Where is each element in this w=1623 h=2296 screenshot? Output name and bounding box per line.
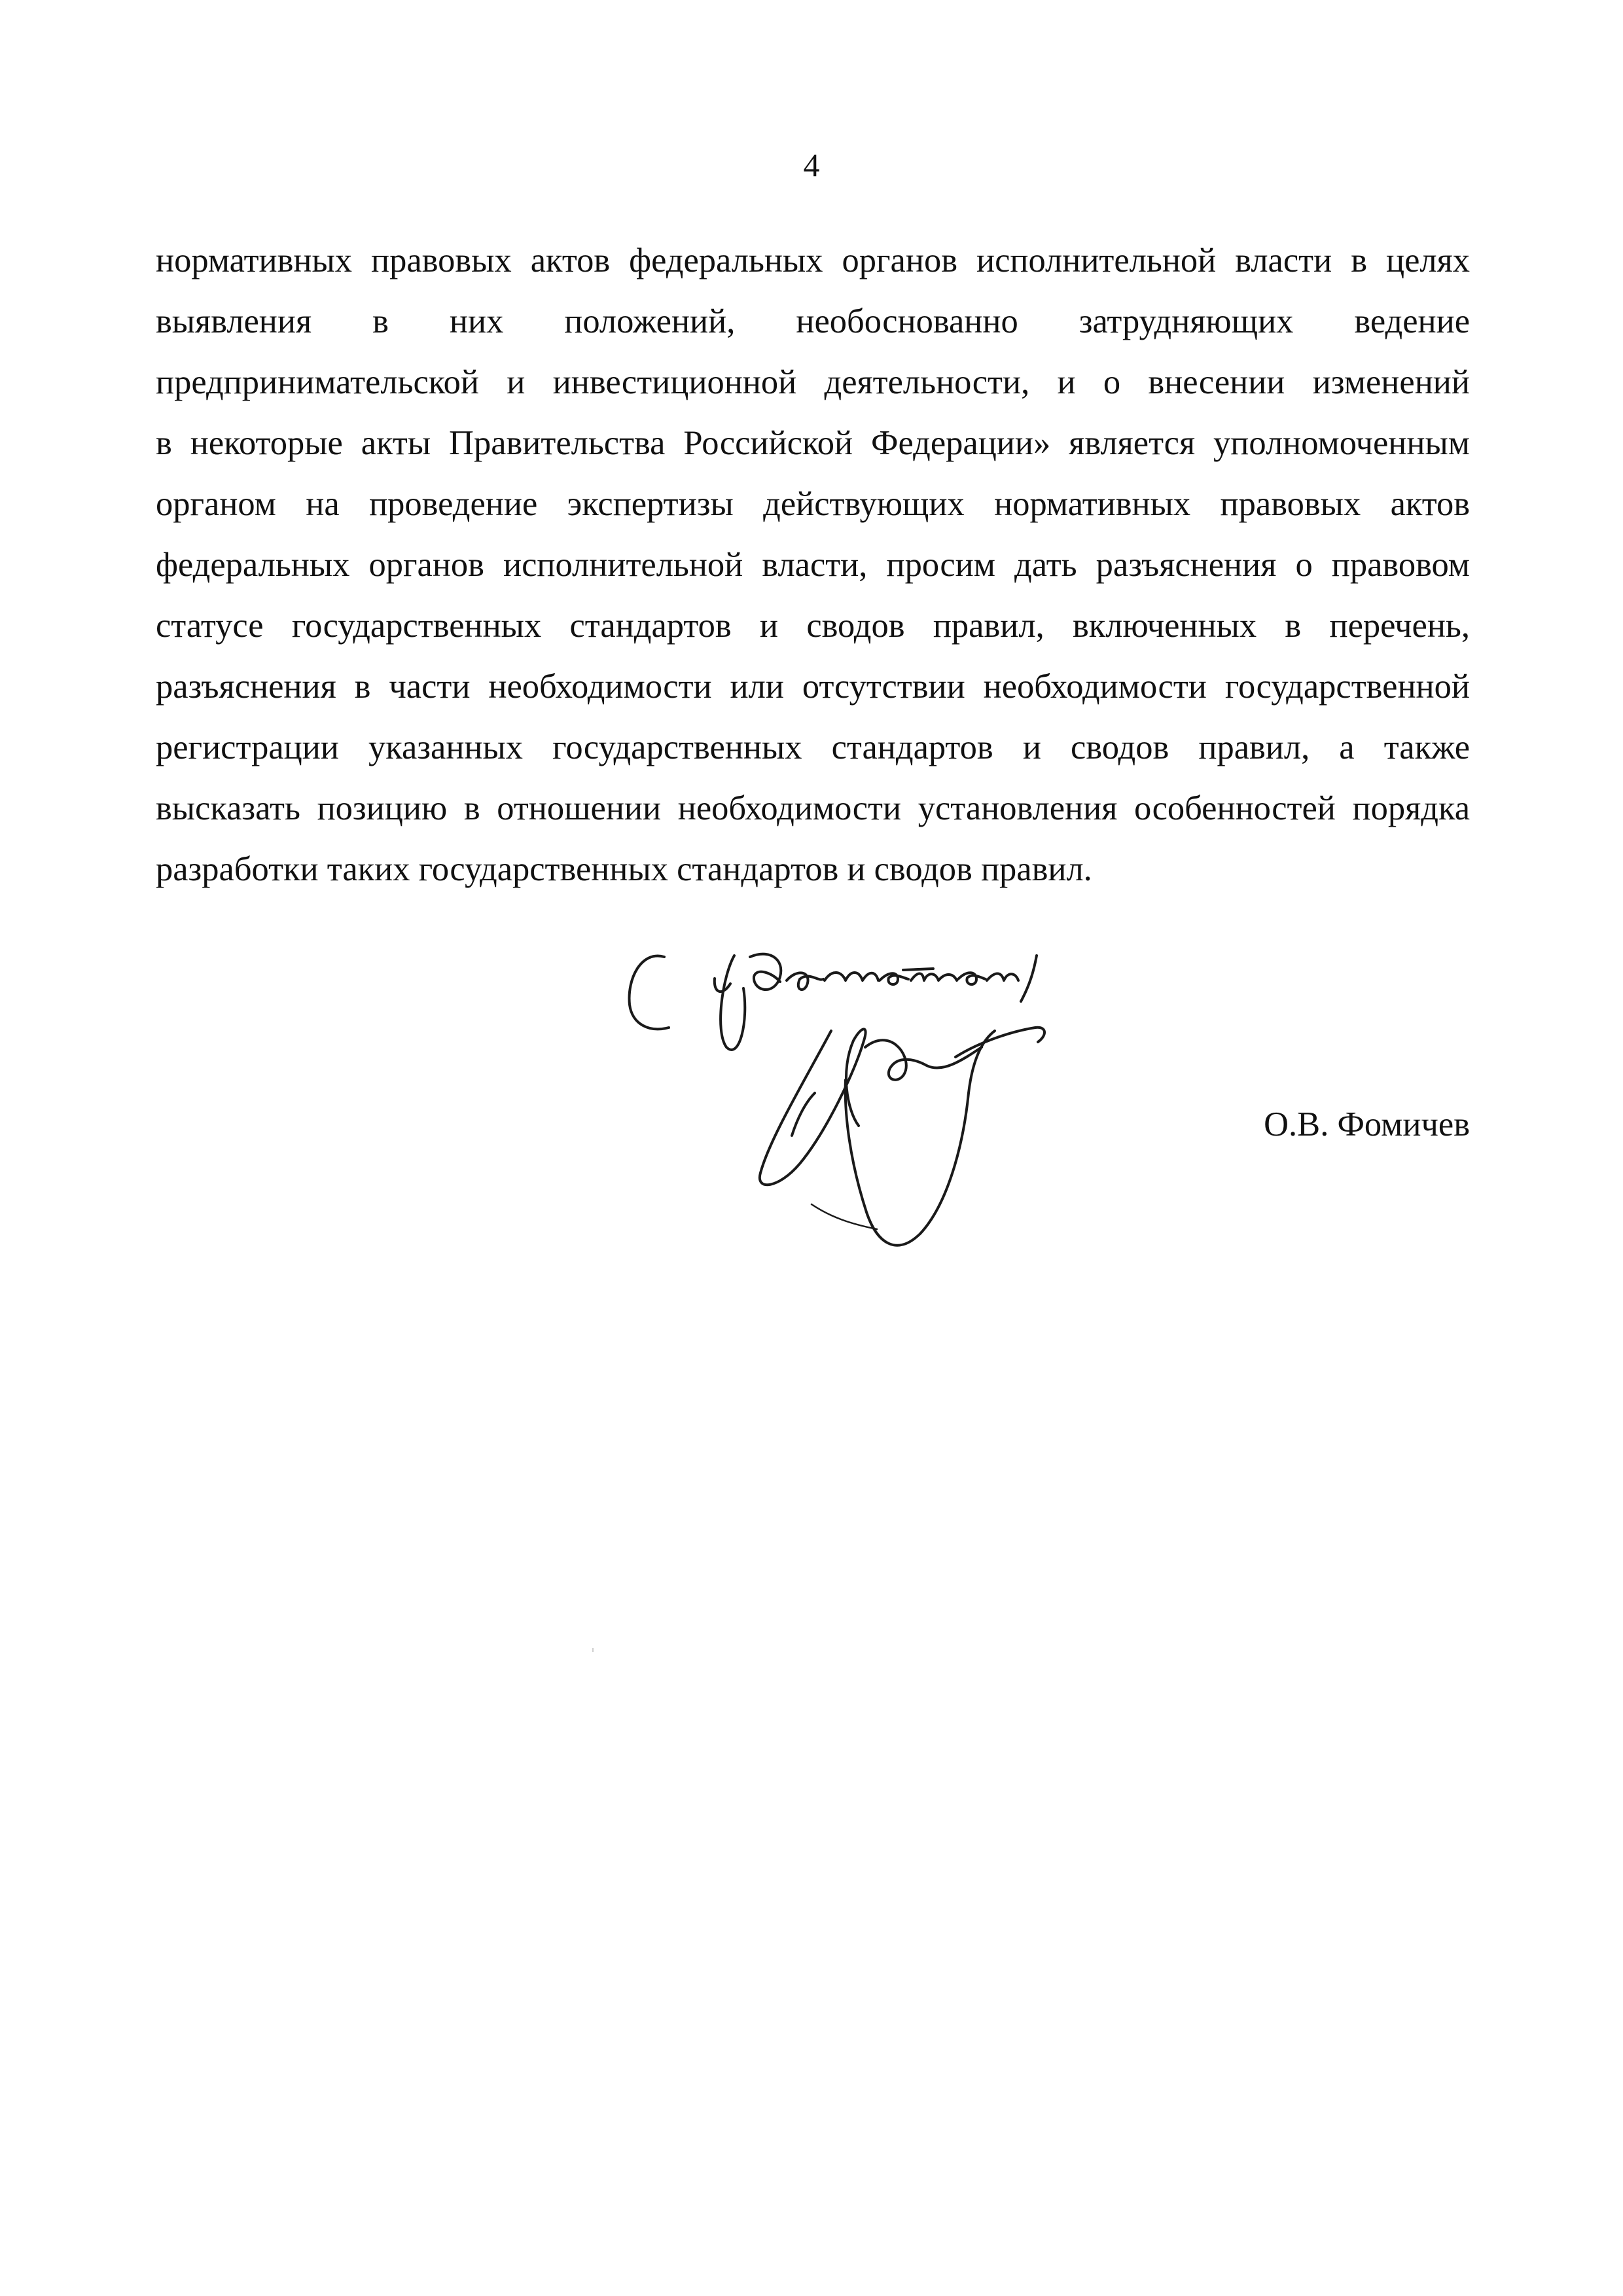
body-line-5: органом на проведение экспертизы действующих нормативных правовых актов [156,485,1470,523]
letter-body [156,230,1470,900]
body-line-10: высказать позицию в отношении необходимости установления особенностей порядка [156,789,1470,827]
body-line-8: разъяснения в части необходимости или отсутствии необходимости государственной [156,668,1470,706]
body-line-7: статусе государственных стандартов и сводов правил, включенных в перечень, [156,607,1470,645]
scan-artifact [592,1648,594,1652]
body-line-11: разработки таких государственных стандартов и сводов правил. [156,850,1092,888]
signature-block [615,916,1470,1309]
body-line-6: федеральных органов исполнительной власти, просим дать разъяснения о правовом [156,546,1470,584]
body-line-2: выявления в них положений, необоснованно затрудняющих ведение [156,302,1470,340]
body-line-1: нормативных правовых актов федеральных органов исполнительной власти в целях [156,242,1470,279]
body-line-4: в некоторые акты Правительства Российской Федерации» является уполномоченным [156,424,1470,462]
page-number: 4 [803,147,820,183]
signer-name: О.В. Фомичев [1264,1105,1470,1143]
body-line-9: регистрации указанных государственных стандартов и сводов правил, а также [156,728,1470,766]
body-line-3: предпринимательской и инвестиционной деятельности, и о внесении изменений [156,363,1470,401]
